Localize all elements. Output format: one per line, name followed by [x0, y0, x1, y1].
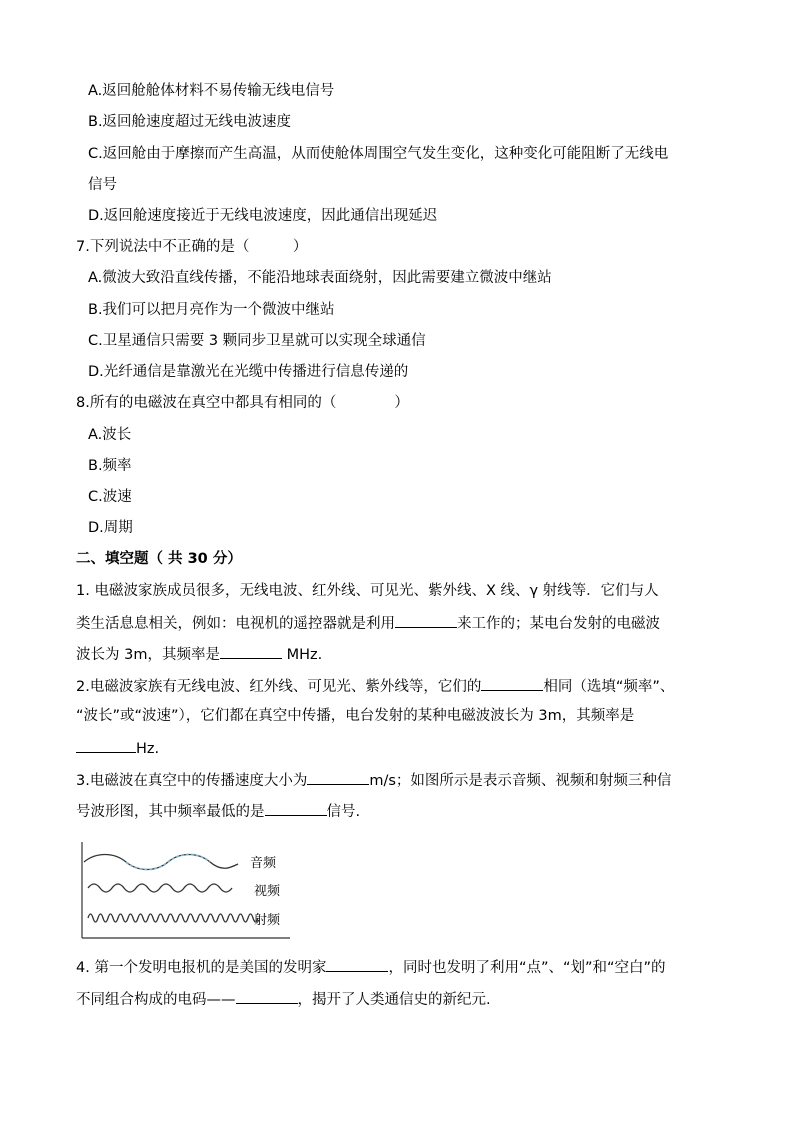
- fill4-line2-text-a: 不同组合构成的电码——: [76, 992, 236, 1008]
- fill4-line1: [76, 956, 666, 978]
- q6-option-c-line2: 信号: [88, 177, 117, 193]
- fill3-blank-2[interactable]: [265, 800, 327, 816]
- fill3-blank-1[interactable]: [307, 769, 369, 785]
- q7-option-d: D.光纤通信是靠激光在光缆中传播进行信息传递的: [88, 364, 409, 380]
- fill2-line2: “波长”或“波速”），它们都在真空中传播，电台发射的某种电磁波波长为 3m，其频率是: [76, 708, 635, 724]
- q6-option-c-line1: C.返回舱由于摩擦而产生高温，从而使舱体周围空气发生变化，这种变化可能阻断了无线电: [88, 146, 669, 162]
- fill4-line1-text-b: ，同时也发明了利用“点”、“划”和“空白”的: [388, 960, 666, 976]
- fill2-line3-text-b: Hz.: [136, 741, 160, 757]
- fill2-blank-2[interactable]: [76, 737, 136, 753]
- fill4-line2: [76, 988, 491, 1010]
- fill3-line2: [76, 800, 360, 822]
- fill1-line1: 1. 电磁波家族成员很多，无线电波、红外线、可见光、紫外线、X 线、γ 射线等．它们与人: [76, 583, 659, 599]
- fill1-line3-text-a: 波长为 3m，其频率是: [76, 647, 220, 663]
- label-rf: 射频: [254, 913, 281, 928]
- fill3-line2-text-b: 信号.: [326, 804, 361, 820]
- fill4-line1-text-a: 4. 第一个发明电报机的是美国的发明家: [76, 960, 327, 976]
- q7-option-a: A.微波大致沿直线传播，不能沿地球表面绕射，因此需要建立微波中继站: [88, 270, 552, 286]
- q8-option-d: D.周期: [88, 520, 133, 536]
- fill3-line1-text-a: 3.电磁波在真空中的传播速度大小为: [76, 773, 308, 789]
- waveform-figure: [74, 838, 294, 942]
- q8-option-a: A.波长: [88, 427, 132, 443]
- audio-wave-highlight: [126, 855, 210, 870]
- fill1-line3-text-b: MHz.: [286, 647, 323, 663]
- rf-wave: [88, 914, 258, 922]
- fill4-line2-text-b: ，揭开了人类通信史的新纪元.: [297, 992, 491, 1008]
- fill1-line3: [76, 643, 322, 665]
- fill3-line1-text-b: m/s；如图所示是表示音频、视频和射频三种信: [369, 773, 672, 789]
- fill1-blank-1[interactable]: [395, 612, 457, 628]
- q6-option-a: A.返回舱舱体材料不易传输无线电信号: [88, 83, 335, 99]
- q7-option-c: C.卫星通信只需要 3 颗同步卫星就可以实现全球通信: [88, 333, 426, 349]
- fill4-blank-1[interactable]: [326, 956, 388, 972]
- fill1-line2-text-a: 类生活息息相关，例如：电视机的遥控器就是利用: [76, 616, 395, 632]
- fill1-line2: [76, 612, 660, 634]
- video-wave: [88, 884, 232, 892]
- section-heading-fill-in: 二、填空题（ 共 30 分）: [76, 551, 242, 567]
- label-video: 视频: [254, 884, 281, 899]
- fill2-line1-text-b: 相同（选填“频率”、: [543, 679, 675, 695]
- q7-option-b: B.我们可以把月亮作为一个微波中继站: [88, 302, 335, 318]
- q7-stem: 7.下列说法中不正确的是（ ）: [76, 239, 308, 255]
- fill1-blank-2[interactable]: [220, 643, 282, 659]
- fill2-line3: [76, 737, 159, 759]
- fill2-line1-text-a: 2.电磁波家族有无线电波、红外线、可见光、紫外线等，它们的: [76, 679, 482, 695]
- fill3-line2-text-a: 号波形图，其中频率最低的是: [76, 804, 265, 820]
- q8-option-b: B.频率: [88, 458, 132, 474]
- fill4-blank-2[interactable]: [236, 988, 298, 1004]
- fill3-line1: [76, 769, 671, 791]
- label-audio: 音频: [250, 856, 277, 871]
- q6-option-d: D.返回舱速度接近于无线电波速度，因此通信出现延迟: [88, 208, 438, 224]
- fill1-line2-text-b: 来工作的；某电台发射的电磁波: [457, 616, 660, 632]
- q8-stem: 8.所有的电磁波在真空中都具有相同的（ ）: [76, 395, 409, 411]
- q6-option-b: B.返回舱速度超过无线电波速度: [88, 114, 292, 130]
- q8-option-c: C.波速: [88, 489, 132, 505]
- fill2-blank-1[interactable]: [481, 675, 543, 691]
- fill2-line1: [76, 675, 674, 697]
